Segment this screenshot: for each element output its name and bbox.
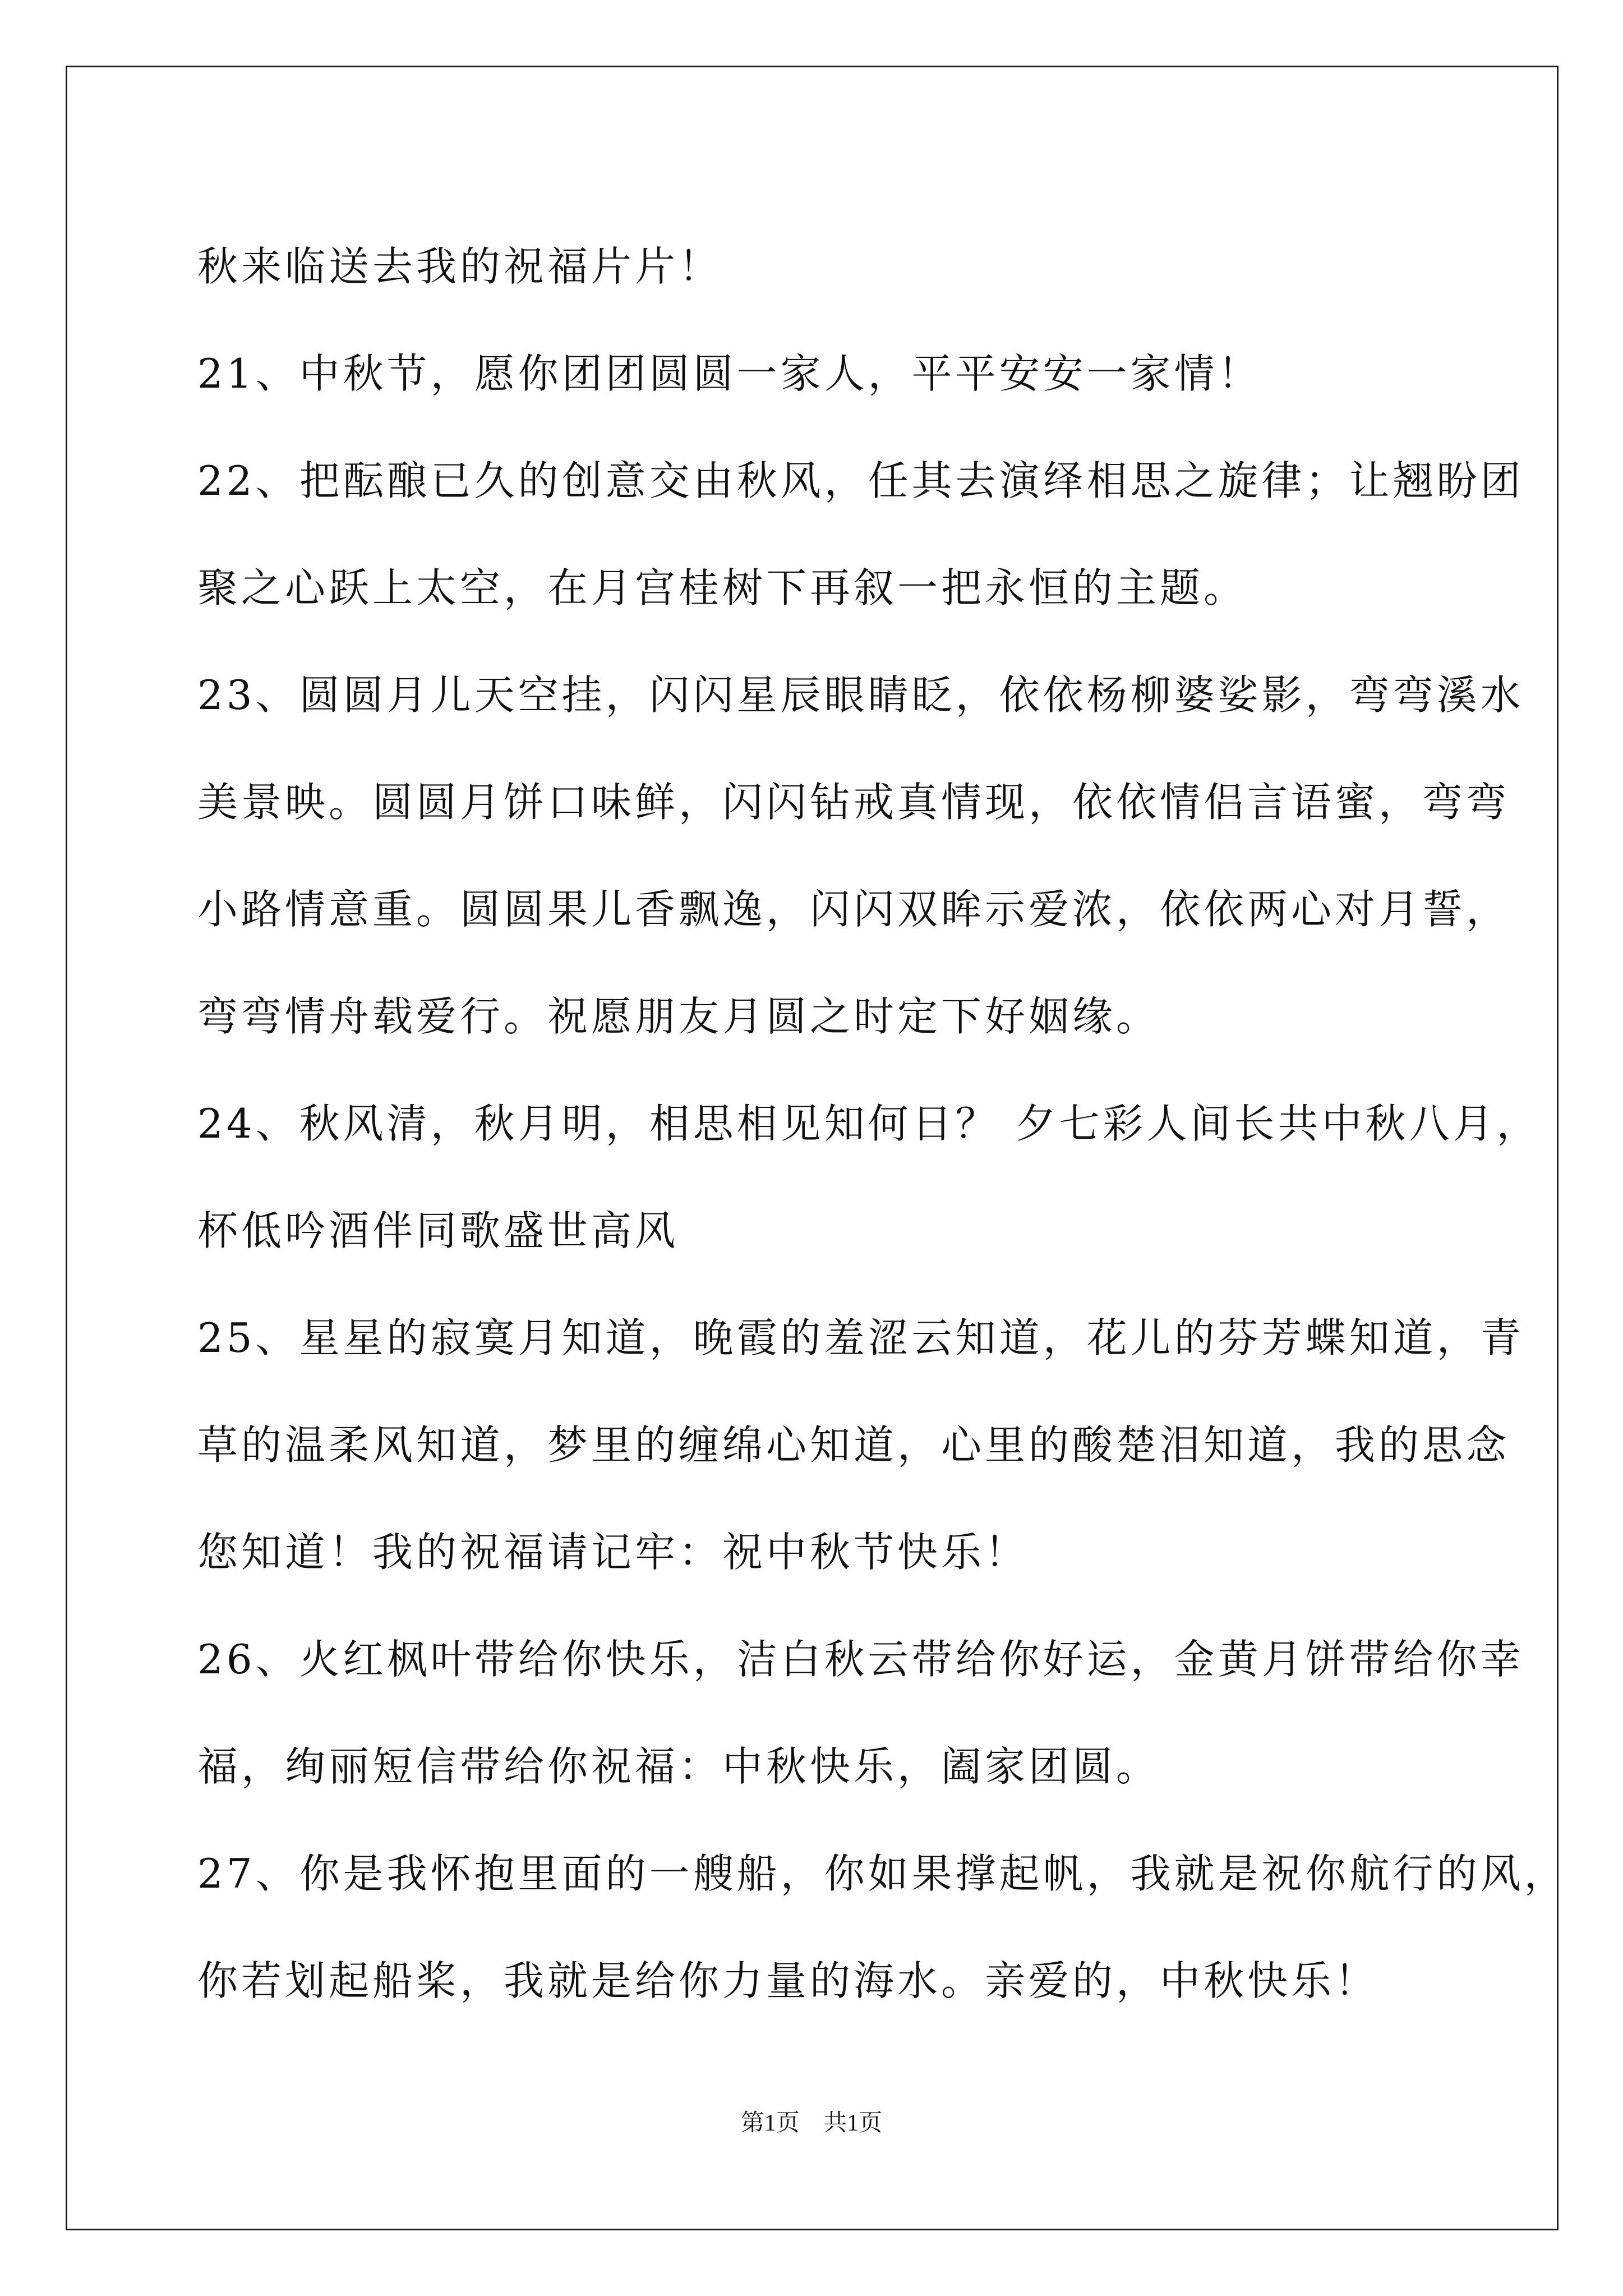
text-line: 27、你是我怀抱里面的一艘船，你如果撑起帆，我就是祝你航行的风， <box>197 1850 1568 1897</box>
text-line: 秋来临送去我的祝福片片！ <box>197 243 723 290</box>
text-line: 聚之心跃上太空，在月宫桂树下再叙一把永恒的主题。 <box>197 564 1248 611</box>
text-line: 21、中秋节，愿你团团圆圆一家人，平平安安一家情！ <box>197 350 1262 397</box>
text-line: 26、火红枫叶带给你快乐，洁白秋云带给你好运，金黄月饼带给你幸 <box>197 1636 1524 1683</box>
text-line: 23、圆圆月儿天空挂，闪闪星辰眼睛眨，依依杨柳婆娑影，弯弯溪水 <box>197 671 1524 719</box>
text-line: 22、把酝酿已久的创意交由秋风，任其去演绎相思之旋律；让翘盼团 <box>197 457 1524 504</box>
page-footer <box>0 2106 1623 2140</box>
text-line: 美景映。圆圆月饼口味鲜，闪闪钻戒真情现，依依情侣言语蜜，弯弯 <box>197 779 1510 826</box>
page-total: 共1页 <box>823 2110 883 2136</box>
text-line: 你若划起船桨，我就是给你力量的海水。亲爱的，中秋快乐！ <box>197 1957 1379 2004</box>
document-body <box>197 213 1568 2035</box>
text-line: 小路情意重。圆圆果儿香飘逸，闪闪双眸示爱浓，依依两心对月誓， <box>197 886 1510 933</box>
text-line: 杯低吟酒伴同歌盛世高风 <box>197 1207 679 1254</box>
text-line: 25、星星的寂寞月知道，晚霞的羞涩云知道，花儿的芬芳蝶知道，青 <box>197 1314 1524 1361</box>
text-line: 您知道！我的祝福请记牢：祝中秋节快乐！ <box>197 1529 1029 1576</box>
page-number: 第1页 <box>740 2110 800 2136</box>
text-line: 弯弯情舟载爱行。祝愿朋友月圆之时定下好姻缘。 <box>197 993 1160 1040</box>
text-line: 福，绚丽短信带给你祝福：中秋快乐，阖家团圆。 <box>197 1743 1160 1790</box>
text-line: 24、秋风清，秋月明，相思相见知何日？ 夕七彩人间长共中秋八月， <box>197 1100 1541 1147</box>
text-line: 草的温柔风知道，梦里的缠绵心知道，心里的酸楚泪知道，我的思念 <box>197 1421 1510 1469</box>
